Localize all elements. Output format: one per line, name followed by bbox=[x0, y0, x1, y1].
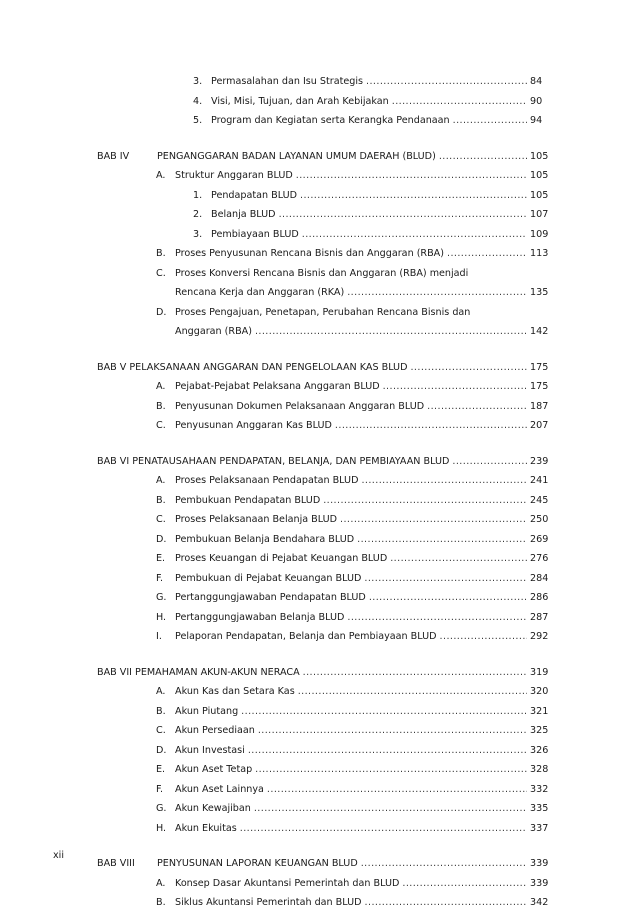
entry-marker: 4. bbox=[193, 95, 203, 107]
entry-title: Penyusunan Anggaran Kas BLUD bbox=[175, 420, 332, 431]
entry-title: Akun Ekuitas bbox=[175, 822, 237, 834]
toc-entry[interactable] bbox=[0, 893, 638, 913]
toc-entry[interactable] bbox=[0, 682, 638, 702]
chapter-title: PENYUSUNAN LAPORAN KEUANGAN BLUD bbox=[157, 858, 358, 869]
toc-entry[interactable] bbox=[0, 760, 638, 780]
entry-marker: E. bbox=[156, 553, 166, 564]
toc-entry[interactable] bbox=[0, 72, 638, 92]
dot-leader bbox=[361, 854, 527, 874]
entry-title: Akun Aset Tetap bbox=[175, 764, 253, 775]
toc-entry[interactable] bbox=[0, 397, 638, 417]
entry-title: Pembukuan Belanja Bendahara BLUD bbox=[175, 533, 355, 545]
dot-leader bbox=[296, 166, 527, 186]
page-reference: 276 bbox=[530, 553, 549, 564]
dot-leader bbox=[366, 72, 527, 92]
entry-title: Program dan Kegiatan serta Kerangka Pendanaan bbox=[211, 115, 450, 126]
entry-marker: A. bbox=[156, 475, 166, 486]
toc-entry[interactable] bbox=[0, 358, 638, 378]
page-reference: 94 bbox=[530, 115, 543, 126]
dot-leader bbox=[402, 874, 527, 894]
page-reference: 84 bbox=[530, 76, 543, 87]
toc-entry[interactable] bbox=[0, 264, 638, 284]
page-reference: 320 bbox=[530, 686, 549, 697]
page-reference: 207 bbox=[530, 420, 549, 431]
entry-title: Akun Kewajiban bbox=[175, 803, 251, 814]
entry-title: Visi, Misi, Tujuan, dan Arah Kebijakan bbox=[211, 95, 389, 107]
dot-leader bbox=[383, 377, 527, 397]
page-reference: 337 bbox=[530, 822, 549, 834]
entry-marker: C. bbox=[156, 267, 166, 279]
entry-title: Pembukuan Pendapatan BLUD bbox=[175, 494, 321, 506]
toc-entry[interactable] bbox=[0, 416, 638, 436]
entry-title: Penyusunan Dokumen Pelaksanaan Anggaran BLUD bbox=[175, 400, 425, 412]
page-reference: 339 bbox=[530, 858, 549, 869]
toc-entry[interactable] bbox=[0, 186, 638, 206]
entry-title: Proses Pelaksanaan Pendapatan BLUD bbox=[175, 475, 359, 486]
page-reference: 286 bbox=[530, 592, 549, 603]
entry-title: Proses Pelaksanaan Belanja BLUD bbox=[175, 514, 338, 525]
toc-entry[interactable] bbox=[0, 780, 638, 800]
dot-leader bbox=[347, 608, 527, 628]
toc-section bbox=[0, 452, 638, 647]
toc-entry[interactable] bbox=[0, 166, 638, 186]
dot-leader bbox=[452, 452, 527, 472]
entry-title: Akun Persediaan bbox=[175, 725, 255, 736]
entry-marker: 1. bbox=[193, 189, 203, 201]
toc-section bbox=[0, 72, 638, 131]
page-reference: 284 bbox=[530, 572, 549, 584]
page-reference: 135 bbox=[530, 287, 549, 298]
toc-entry[interactable] bbox=[0, 322, 638, 342]
toc-entry[interactable] bbox=[0, 819, 638, 839]
entry-marker: F. bbox=[156, 783, 164, 795]
page-reference: 187 bbox=[530, 400, 549, 412]
entry-marker: B. bbox=[156, 897, 166, 908]
dot-leader bbox=[439, 147, 527, 167]
toc-entry[interactable] bbox=[0, 549, 638, 569]
dot-leader bbox=[427, 397, 527, 417]
page-reference: 245 bbox=[530, 494, 549, 506]
dot-leader bbox=[300, 186, 527, 206]
dot-leader bbox=[303, 663, 527, 683]
entry-marker: B. bbox=[156, 705, 166, 717]
entry-marker: 3. bbox=[193, 228, 203, 240]
chapter-title: BAB VII PEMAHAMAN AKUN-AKUN NERACA bbox=[97, 666, 300, 678]
page-reference: 142 bbox=[530, 326, 549, 337]
toc-entry[interactable] bbox=[0, 92, 638, 112]
page-reference: 319 bbox=[530, 666, 549, 678]
entry-title: Pejabat-Pejabat Pelaksana Anggaran BLUD bbox=[175, 381, 380, 392]
dot-leader bbox=[255, 322, 527, 342]
entry-title: Akun Investasi bbox=[175, 744, 245, 756]
toc-entry[interactable] bbox=[0, 627, 638, 647]
entry-title: Siklus Akuntansi Pemerintah dan BLUD bbox=[175, 897, 362, 908]
entry-marker: B. bbox=[156, 248, 166, 259]
dot-leader bbox=[302, 225, 527, 245]
dot-leader bbox=[254, 799, 527, 819]
toc-entry[interactable] bbox=[0, 569, 638, 589]
entry-marker: H. bbox=[156, 822, 167, 834]
toc-entry[interactable] bbox=[0, 491, 638, 511]
toc-entry[interactable] bbox=[0, 471, 638, 491]
dot-leader bbox=[335, 416, 527, 436]
toc-entry[interactable] bbox=[0, 663, 638, 683]
toc-section bbox=[0, 147, 638, 342]
toc-entry[interactable] bbox=[0, 608, 638, 628]
dot-leader bbox=[258, 721, 527, 741]
entry-title: Rencana Kerja dan Anggaran (RKA) bbox=[175, 287, 345, 298]
entry-marker: C. bbox=[156, 420, 166, 431]
dot-leader bbox=[357, 530, 527, 550]
entry-title: Pembiayaan BLUD bbox=[211, 228, 299, 240]
toc-entry[interactable] bbox=[0, 244, 638, 264]
entry-title: Pertanggungjawaban Pendapatan BLUD bbox=[175, 592, 366, 603]
dot-leader bbox=[365, 893, 527, 913]
page-reference: 109 bbox=[530, 228, 549, 240]
entry-title: Anggaran (RBA) bbox=[175, 326, 252, 337]
toc-entry[interactable] bbox=[0, 588, 638, 608]
entry-marker: 2. bbox=[193, 209, 203, 220]
page-reference: 328 bbox=[530, 764, 549, 775]
entry-marker: G. bbox=[156, 592, 167, 603]
entry-title: Permasalahan dan Isu Strategis bbox=[211, 76, 364, 87]
entry-title: Proses Keuangan di Pejabat Keuangan BLUD bbox=[175, 553, 388, 564]
entry-title: Pembukuan di Pejabat Keuangan BLUD bbox=[175, 572, 362, 584]
dot-leader bbox=[279, 205, 527, 225]
page-reference: 107 bbox=[530, 209, 549, 220]
chapter-label: BAB VIII bbox=[97, 858, 135, 869]
entry-title: Pelaporan Pendapatan, Belanja dan Pembiayaan BLUD bbox=[175, 631, 437, 642]
table-of-contents bbox=[0, 72, 638, 913]
page-reference: 105 bbox=[530, 170, 549, 181]
entry-marker: A. bbox=[156, 686, 166, 697]
toc-entry[interactable] bbox=[0, 799, 638, 819]
dot-leader bbox=[240, 819, 527, 839]
toc-entry[interactable] bbox=[0, 510, 638, 530]
dot-leader bbox=[453, 111, 527, 131]
dot-leader bbox=[340, 510, 527, 530]
entry-marker: D. bbox=[156, 306, 167, 318]
entry-marker: A. bbox=[156, 877, 166, 889]
entry-marker: 3. bbox=[193, 76, 203, 87]
dot-leader bbox=[347, 283, 527, 303]
page-number: xii bbox=[53, 850, 65, 861]
toc-section bbox=[0, 358, 638, 436]
entry-marker: D. bbox=[156, 744, 167, 756]
page-reference: 90 bbox=[530, 95, 543, 107]
toc-entry[interactable] bbox=[0, 205, 638, 225]
entry-marker: E. bbox=[156, 764, 166, 775]
dot-leader bbox=[390, 549, 527, 569]
toc-entry[interactable] bbox=[0, 452, 638, 472]
page-reference: 292 bbox=[530, 631, 549, 642]
page-reference: 241 bbox=[530, 475, 549, 486]
entry-title: Proses Konversi Rencana Bisnis dan Anggaran (RBA) menjadi bbox=[175, 267, 469, 279]
entry-marker: A. bbox=[156, 170, 166, 181]
dot-leader bbox=[255, 760, 527, 780]
entry-title: Proses Penyusunan Rencana Bisnis dan Anggaran (RBA) bbox=[175, 248, 444, 259]
entry-marker: C. bbox=[156, 514, 166, 525]
toc-entry[interactable] bbox=[0, 377, 638, 397]
dot-leader bbox=[241, 702, 527, 722]
chapter-title: PENGANGGARAN BADAN LAYANAN UMUM DAERAH (BLUD) bbox=[157, 150, 436, 162]
dot-leader bbox=[410, 358, 527, 378]
page-reference: 269 bbox=[530, 533, 549, 545]
toc-entry[interactable] bbox=[0, 225, 638, 245]
chapter-title: BAB VI PENATAUSAHAAN PENDAPATAN, BELANJA, DAN PEMBIAYAAN BLUD bbox=[97, 455, 450, 467]
page-reference: 239 bbox=[530, 455, 549, 467]
entry-title: Belanja BLUD bbox=[211, 209, 276, 220]
toc-entry[interactable] bbox=[0, 874, 638, 894]
dot-leader bbox=[364, 569, 527, 589]
page-reference: 325 bbox=[530, 725, 549, 736]
chapter-title: BAB V PELAKSANAAN ANGGARAN DAN PENGELOLAAN KAS BLUD bbox=[97, 361, 408, 373]
page-reference: 339 bbox=[530, 877, 549, 889]
page-reference: 342 bbox=[530, 897, 549, 908]
page-reference: 332 bbox=[530, 783, 549, 795]
entry-marker: A. bbox=[156, 381, 166, 392]
entry-marker: I. bbox=[156, 631, 162, 642]
entry-marker: F. bbox=[156, 572, 164, 584]
page-reference: 250 bbox=[530, 514, 549, 525]
dot-leader bbox=[369, 588, 527, 608]
entry-marker: C. bbox=[156, 725, 166, 736]
page-reference: 321 bbox=[530, 705, 549, 717]
entry-marker: 5. bbox=[193, 115, 203, 126]
page-reference: 175 bbox=[530, 381, 549, 392]
entry-title: Pendapatan BLUD bbox=[211, 189, 297, 201]
toc-entry[interactable] bbox=[0, 702, 638, 722]
toc-section bbox=[0, 854, 638, 913]
toc-entry[interactable] bbox=[0, 111, 638, 131]
entry-title: Pertanggungjawaban Belanja BLUD bbox=[175, 611, 345, 623]
entry-marker: B. bbox=[156, 400, 166, 412]
page-reference: 175 bbox=[530, 361, 549, 373]
page-reference: 326 bbox=[530, 744, 549, 756]
dot-leader bbox=[323, 491, 527, 511]
page-reference: 335 bbox=[530, 803, 549, 814]
toc-entry[interactable] bbox=[0, 283, 638, 303]
chapter-label: BAB IV bbox=[97, 150, 130, 162]
dot-leader bbox=[267, 780, 527, 800]
page-reference: 113 bbox=[530, 248, 549, 259]
page-reference: 105 bbox=[530, 150, 549, 162]
entry-title: Akun Aset Lainnya bbox=[175, 783, 264, 795]
dot-leader bbox=[248, 741, 527, 761]
entry-title: Konsep Dasar Akuntansi Pemerintah dan BLUD bbox=[175, 877, 400, 889]
entry-marker: B. bbox=[156, 494, 166, 506]
toc-entry[interactable] bbox=[0, 530, 638, 550]
toc-section bbox=[0, 663, 638, 839]
dot-leader bbox=[392, 92, 527, 112]
entry-marker: D. bbox=[156, 533, 167, 545]
dot-leader bbox=[447, 244, 527, 264]
entry-title: Akun Kas dan Setara Kas bbox=[175, 686, 295, 697]
dot-leader bbox=[298, 682, 527, 702]
entry-title: Struktur Anggaran BLUD bbox=[175, 170, 293, 181]
toc-entry[interactable] bbox=[0, 741, 638, 761]
entry-title: Proses Pengajuan, Penetapan, Perubahan Rencana Bisnis dan bbox=[175, 306, 471, 318]
toc-entry[interactable] bbox=[0, 303, 638, 323]
entry-marker: H. bbox=[156, 611, 167, 623]
toc-entry[interactable] bbox=[0, 721, 638, 741]
page-reference: 287 bbox=[530, 611, 549, 623]
toc-entry[interactable] bbox=[0, 854, 638, 874]
entry-marker: G. bbox=[156, 803, 167, 814]
dot-leader bbox=[440, 627, 527, 647]
entry-title: Akun Piutang bbox=[175, 705, 239, 717]
page-reference: 105 bbox=[530, 189, 549, 201]
dot-leader bbox=[361, 471, 527, 491]
toc-entry[interactable] bbox=[0, 147, 638, 167]
